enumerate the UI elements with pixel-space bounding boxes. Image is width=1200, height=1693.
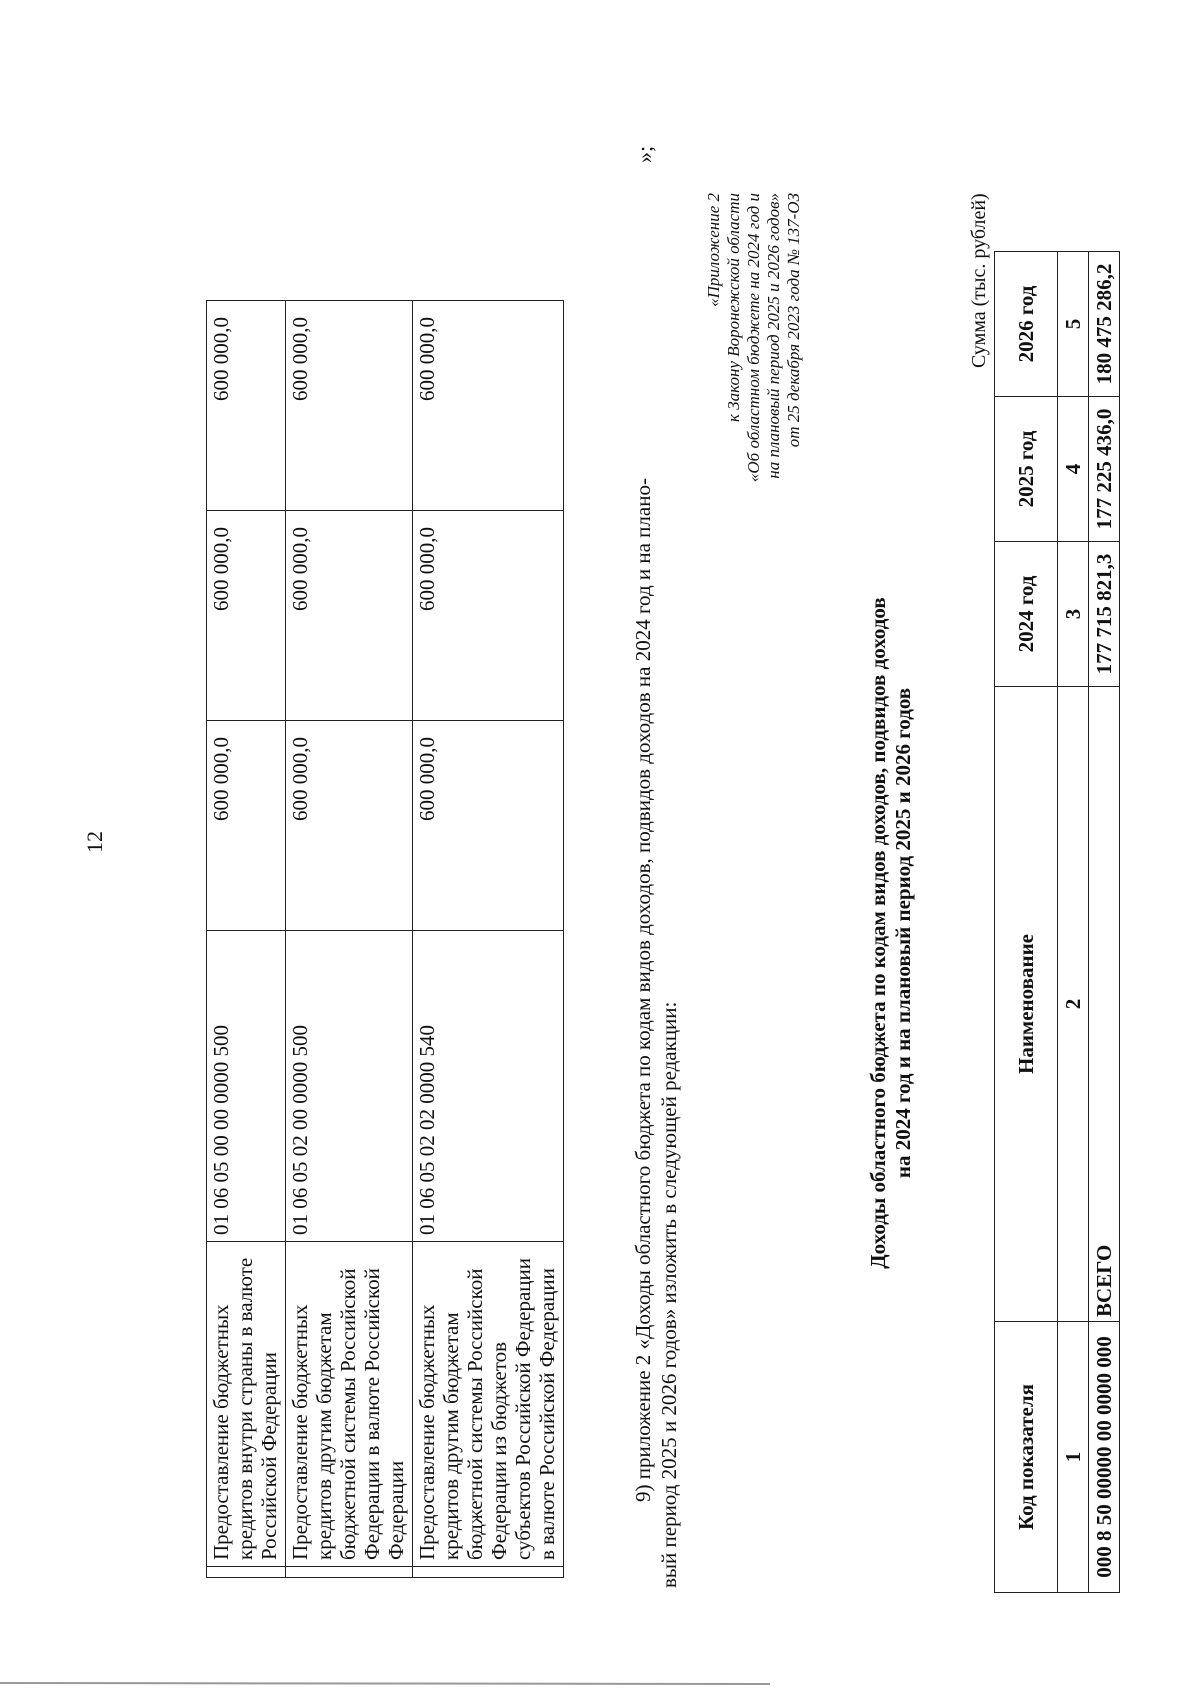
sources-table bbox=[206, 300, 564, 1578]
appendix-line-1: «Приложение 2 bbox=[704, 193, 723, 307]
column-number: 5 bbox=[1058, 252, 1089, 397]
row-value-2025: 600 000,0 bbox=[413, 511, 564, 721]
appendix-line-5: от 25 декабря 2023 года № 137-ОЗ bbox=[784, 193, 803, 448]
header-row bbox=[995, 252, 1058, 1593]
row-value-2025: 600 000,0 bbox=[286, 511, 413, 721]
header-2026: 2026 год bbox=[995, 252, 1058, 397]
empty-cell bbox=[413, 1567, 564, 1578]
header-code: Код показателя bbox=[995, 1322, 1058, 1593]
header-2025: 2025 год bbox=[995, 397, 1058, 542]
column-number: 2 bbox=[1058, 687, 1089, 1322]
amendment-paragraph bbox=[630, 145, 682, 1588]
total-2026: 180 475 286,2 bbox=[1089, 252, 1120, 397]
table-row bbox=[286, 301, 413, 1578]
row-code: 01 06 05 00 00 0000 500 bbox=[207, 931, 286, 1242]
total-code: 000 8 50 00000 00 0000 000 bbox=[1089, 1322, 1120, 1593]
total-name: ВСЕГО bbox=[1089, 687, 1120, 1322]
row-code: 01 06 05 02 00 0000 500 bbox=[286, 931, 413, 1242]
header-name: Наименование bbox=[995, 687, 1058, 1322]
row-value-2024: 600 000,0 bbox=[286, 721, 413, 931]
appendix-line-2: к Закону Воронежской области bbox=[724, 193, 743, 422]
row-name: Предоставление бюджетных кредитов другим бюджетам бюджетной системы Российской Федерации в валюте Российской Федерации bbox=[286, 1242, 413, 1567]
units-label: Сумма (тыс. рублей) bbox=[968, 193, 990, 368]
column-number: 3 bbox=[1058, 542, 1089, 687]
column-number: 4 bbox=[1058, 397, 1089, 542]
total-2025: 177 225 436,0 bbox=[1089, 397, 1120, 542]
row-value-2025: 600 000,0 bbox=[207, 511, 286, 721]
total-row bbox=[1089, 252, 1120, 1593]
amendment-line-1: 9) приложение 2 «Доходы областного бюджета по кодам видов доходов, подвидов доходов на 2024 год и на плано- bbox=[631, 478, 655, 1502]
income-table bbox=[994, 251, 1120, 1593]
row-name: Предоставление бюджетных кредитов другим бюджетам бюджетной системы Российской Федерации из бюджетов субъектов Российской Федерации в валюте Российской Федерации bbox=[413, 1242, 564, 1567]
table-row bbox=[207, 301, 286, 1578]
page-number: 12 bbox=[82, 831, 107, 853]
column-number: 1 bbox=[1058, 1322, 1089, 1593]
appendix-note bbox=[704, 193, 804, 693]
title-line-2: на 2024 год и на плановый период 2025 и 2026 годов bbox=[891, 687, 915, 1179]
column-number-row bbox=[1058, 252, 1089, 1593]
row-value-2026: 600 000,0 bbox=[207, 301, 286, 511]
total-2024: 177 715 821,3 bbox=[1089, 542, 1120, 687]
empty-cell bbox=[207, 1567, 286, 1578]
amendment-line-2: вый период 2025 и 2026 годов» изложить в следующей редакции: bbox=[657, 1001, 681, 1588]
appendix-line-3: «Об областном бюджете на 2024 год и bbox=[744, 193, 763, 483]
row-value-2026: 600 000,0 bbox=[286, 301, 413, 511]
closing-quote-mark: »; bbox=[632, 145, 657, 163]
row-value-2024: 600 000,0 bbox=[413, 721, 564, 931]
appendix-line-4: на плановый период 2025 и 2026 годов» bbox=[764, 193, 783, 479]
header-2024: 2024 год bbox=[995, 542, 1058, 687]
document-title bbox=[866, 553, 916, 1313]
empty-cell bbox=[286, 1567, 413, 1578]
row-name: Предоставление бюджетных кредитов внутри страны в валюте Российской Федерации bbox=[207, 1242, 286, 1567]
row-value-2024: 600 000,0 bbox=[207, 721, 286, 931]
row-value-2026: 600 000,0 bbox=[413, 301, 564, 511]
title-line-1: Доходы областного бюджета по кодам видов доходов, подвидов доходов bbox=[866, 597, 890, 1269]
row-code: 01 06 05 02 02 0000 540 bbox=[413, 931, 564, 1242]
table-row bbox=[413, 301, 564, 1578]
